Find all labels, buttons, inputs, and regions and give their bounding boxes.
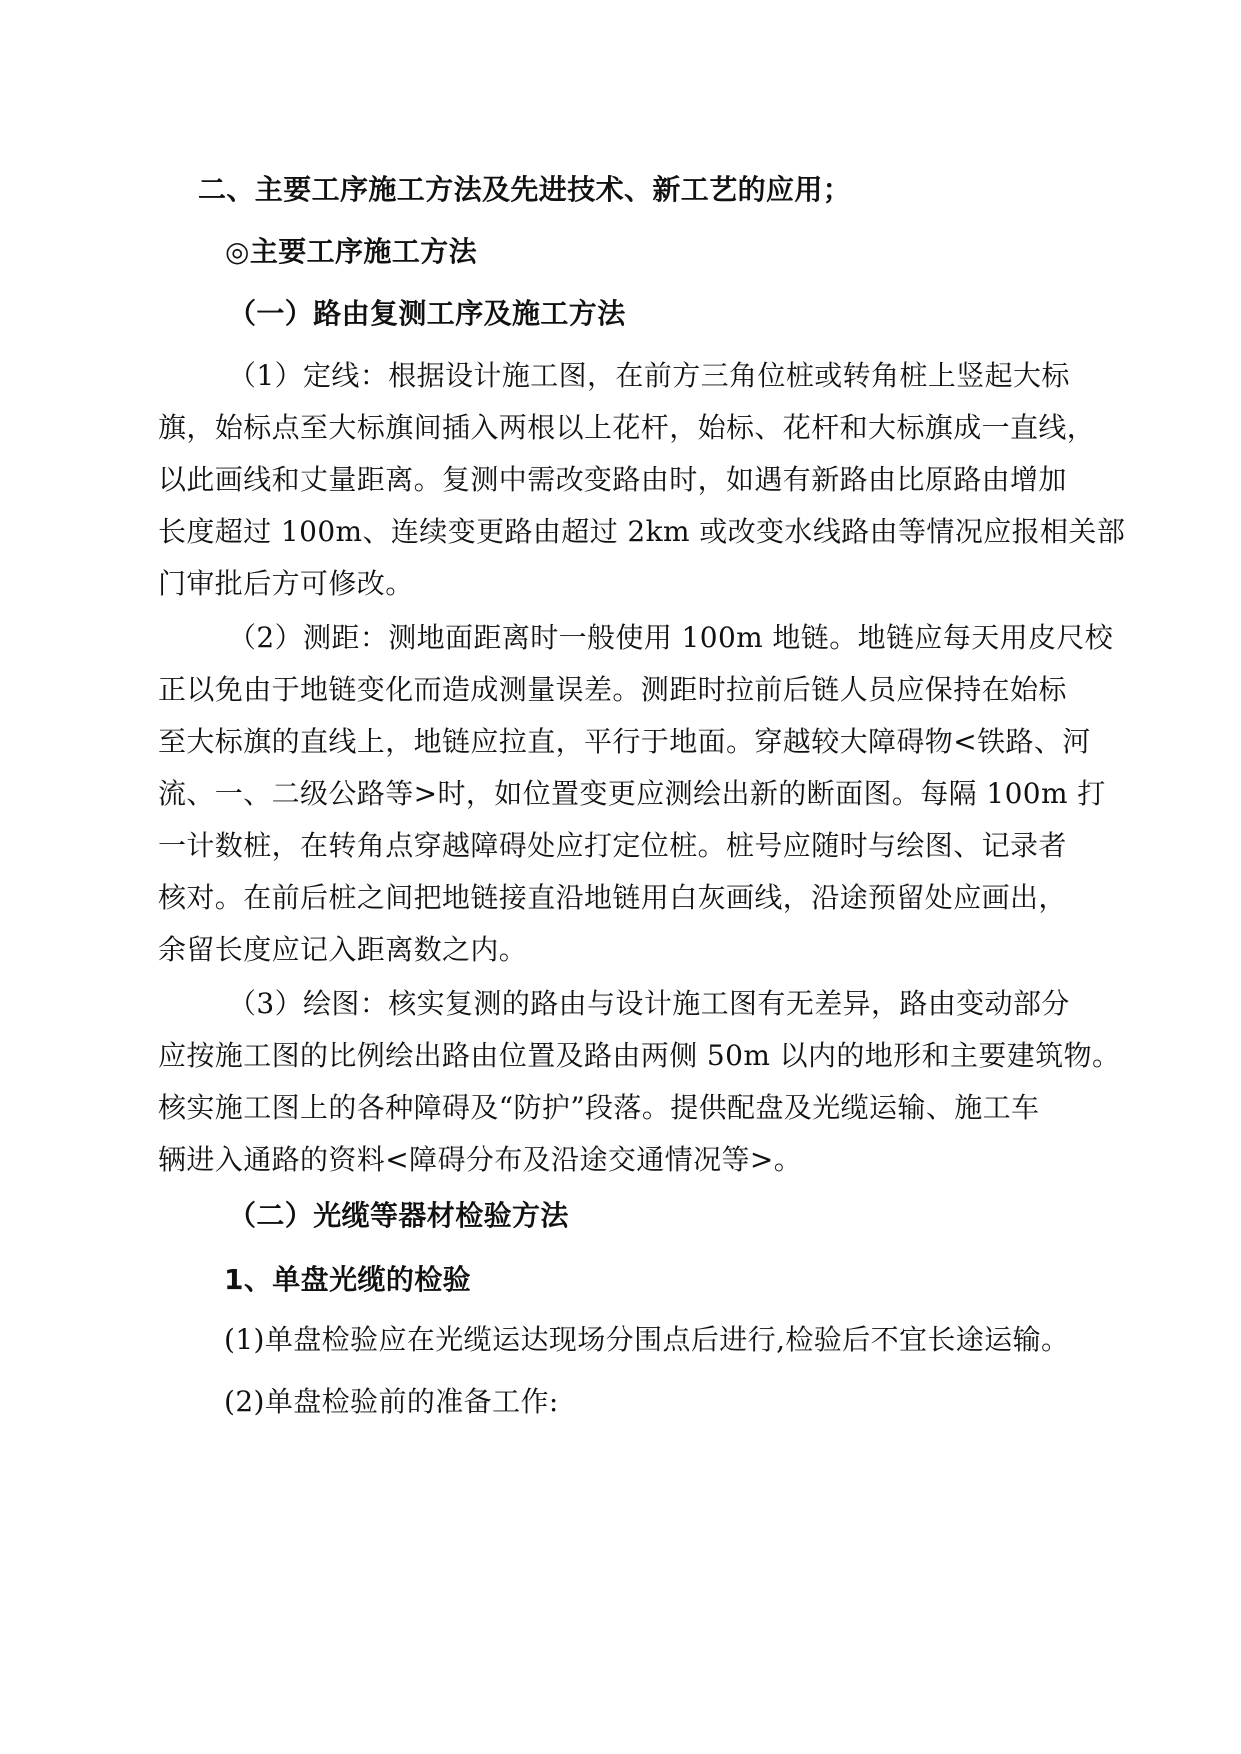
paragraph-line: （3）绘图：核实复测的路由与设计施工图有无差异，路由变动部分 bbox=[228, 987, 1070, 1020]
part2-sub-heading: 1、单盘光缆的检验 bbox=[224, 1263, 472, 1296]
paragraph-line: 流、一、二级公路等>时，如位置变更应测绘出新的断面图。每隔 100m 打 bbox=[158, 777, 1106, 810]
paragraph-line: 以此画线和丈量距离。复测中需改变路由时，如遇有新路由比原路由增加 bbox=[158, 463, 1067, 496]
paragraph-line: （2）测距：测地面距离时一般使用 100m 地链。地链应每天用皮尺校 bbox=[228, 621, 1114, 654]
paragraph-line: 长度超过 100m、连续变更路由超过 2km 或改变水线路由等情况应报相关部 bbox=[158, 515, 1126, 548]
paragraph-line: （1）定线：根据设计施工图，在前方三角位桩或转角桩上竖起大标 bbox=[228, 359, 1070, 392]
paragraph-line: 门审批后方可修改。 bbox=[158, 567, 414, 600]
part1-heading: （一）路由复测工序及施工方法 bbox=[228, 297, 626, 330]
paragraph-line: 正以免由于地链变化而造成测量误差。测距时拉前后链人员应保持在始标 bbox=[158, 673, 1067, 706]
paragraph-line: 核实施工图上的各种障碍及“防护”段落。提供配盘及光缆运输、施工车 bbox=[158, 1091, 1040, 1124]
paragraph-line: 旗，始标点至大标旗间插入两根以上花杆，始标、花杆和大标旗成一直线， bbox=[158, 411, 1096, 444]
section-heading: 二、主要工序施工方法及先进技术、新工艺的应用； bbox=[198, 173, 852, 206]
paragraph-line: 核对。在前后桩之间把地链接直沿地链用白灰画线，沿途预留处应画出， bbox=[158, 881, 1067, 914]
list-item: (2)单盘检验前的准备工作: bbox=[224, 1385, 559, 1418]
paragraph-line: 应按施工图的比例绘出路由位置及路由两侧 50m 以内的地形和主要建筑物。 bbox=[158, 1039, 1121, 1072]
paragraph-line: 至大标旗的直线上，地链应拉直，平行于地面。穿越较大障碍物<铁路、河 bbox=[158, 725, 1091, 758]
sub-heading-main-methods: ◎主要工序施工方法 bbox=[225, 235, 478, 268]
part2-heading: （二）光缆等器材检验方法 bbox=[228, 1199, 569, 1232]
paragraph-line: 余留长度应记入距离数之内。 bbox=[158, 933, 528, 966]
list-item: (1)单盘检验应在光缆运达现场分围点后进行,检验后不宜长途运输。 bbox=[224, 1323, 1070, 1356]
paragraph-line: 辆进入通路的资料<障碍分布及沿途交通情况等>。 bbox=[158, 1143, 803, 1176]
paragraph-line: 一计数桩，在转角点穿越障碍处应打定位桩。桩号应随时与绘图、记录者 bbox=[158, 829, 1067, 862]
